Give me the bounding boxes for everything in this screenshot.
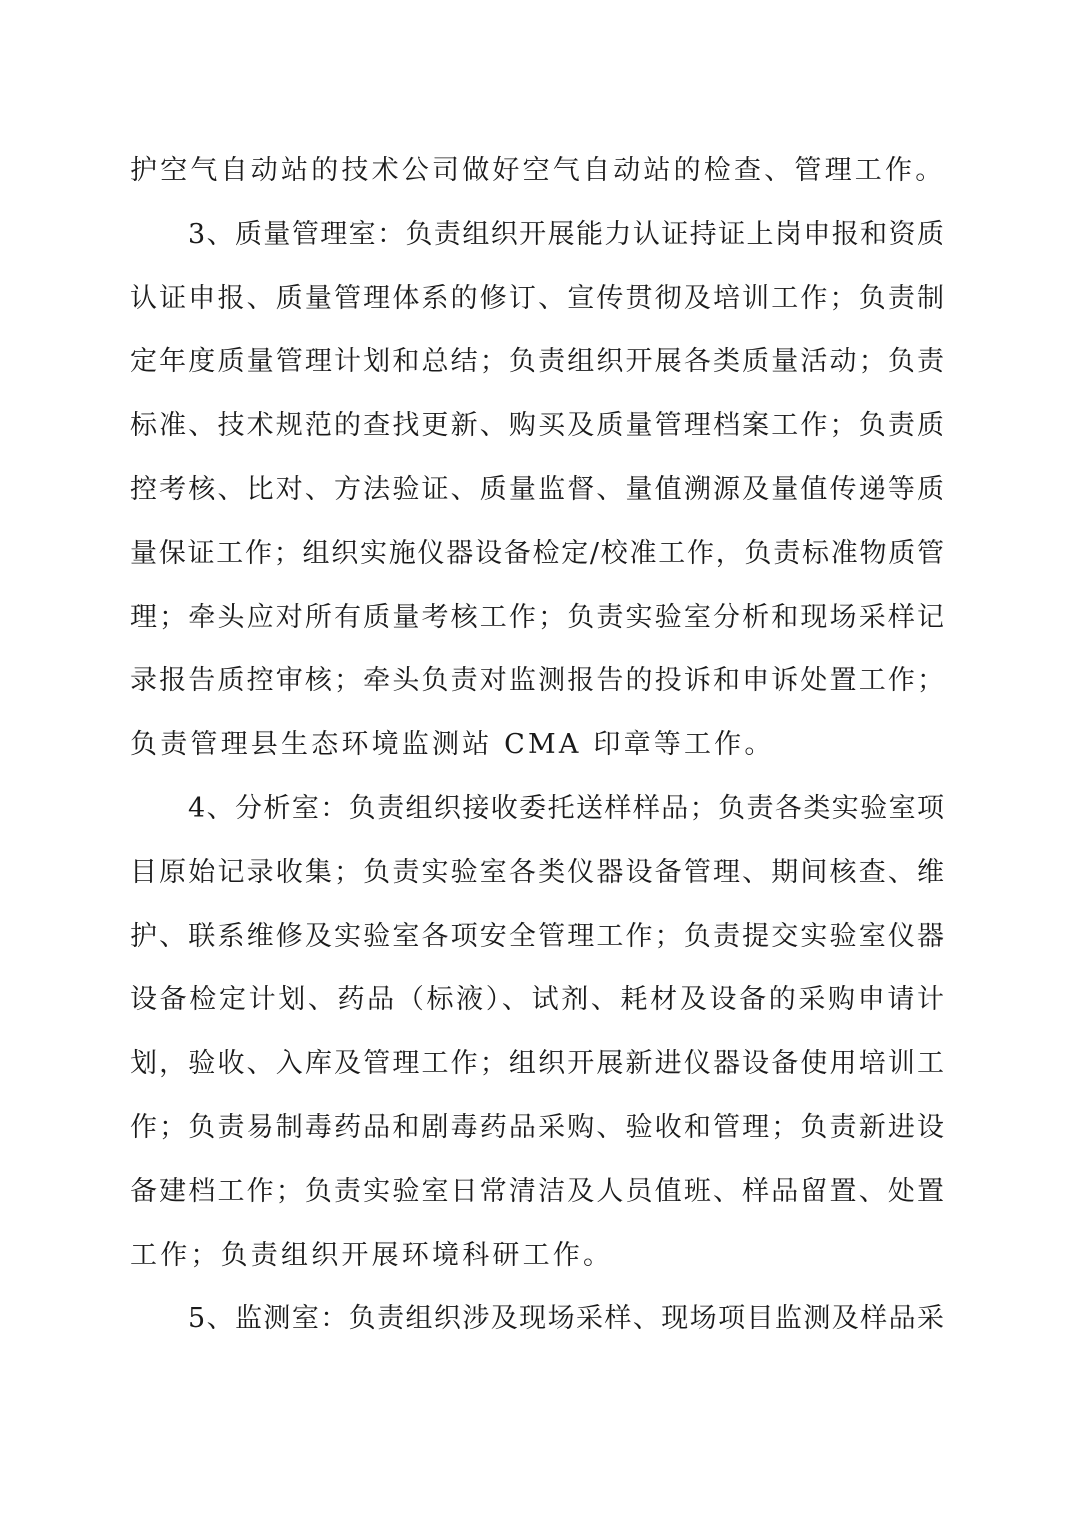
- text-line: 护、联系维修及实验室各项安全管理工作；负责提交实验室仪器: [130, 920, 944, 952]
- text-line: 设备检定计划、药品（标液）、试剂、耗材及设备的采购申请计: [130, 984, 944, 1016]
- text-line: 作；负责易制毒药品和剧毒药品采购、验收和管理；负责新进设: [130, 1111, 944, 1143]
- text-line: 工作；负责组织开展环境科研工作。: [130, 1239, 614, 1271]
- text-line: 录报告质控审核；牵头负责对监测报告的投诉和申诉处置工作；: [130, 665, 944, 697]
- paragraph-heading-line: 5、监测室：负责组织涉及现场采样、现场项目监测及样品采: [188, 1303, 944, 1335]
- text-line: 划，验收、入库及管理工作；组织开展新进仪器设备使用培训工: [130, 1048, 944, 1080]
- text-line: 理；牵头应对所有质量考核工作；负责实验室分析和现场采样记: [130, 601, 944, 633]
- text-line: 定年度质量管理计划和总结；负责组织开展各类质量活动；负责: [130, 346, 944, 378]
- text-line: 控考核、比对、方法验证、质量监督、量值溯源及量值传递等质: [130, 473, 944, 505]
- text-line: 备建档工作；负责实验室日常清洁及人员值班、样品留置、处置: [130, 1175, 944, 1207]
- text-line: 认证申报、质量管理体系的修订、宣传贯彻及培训工作；负责制: [130, 282, 944, 314]
- text-line: 护空气自动站的技术公司做好空气自动站的检查、管理工作。: [130, 155, 946, 186]
- text-line: 负责管理县生态环境监测站 CMA 印章等工作。: [130, 729, 775, 761]
- text-line: 量保证工作；组织实施仪器设备检定/校准工作，负责标准物质管: [130, 537, 944, 569]
- paragraph-heading-line: 3、质量管理室：负责组织开展能力认证持证上岗申报和资质: [188, 218, 944, 250]
- document-body: [130, 146, 944, 1358]
- text-line: 目原始记录收集；负责实验室各类仪器设备管理、期间核查、维: [130, 856, 944, 888]
- text-line: 标准、技术规范的查找更新、购买及质量管理档案工作；负责质: [130, 410, 944, 442]
- paragraph-heading-line: 4、分析室：负责组织接收委托送样样品；负责各类实验室项: [188, 792, 944, 824]
